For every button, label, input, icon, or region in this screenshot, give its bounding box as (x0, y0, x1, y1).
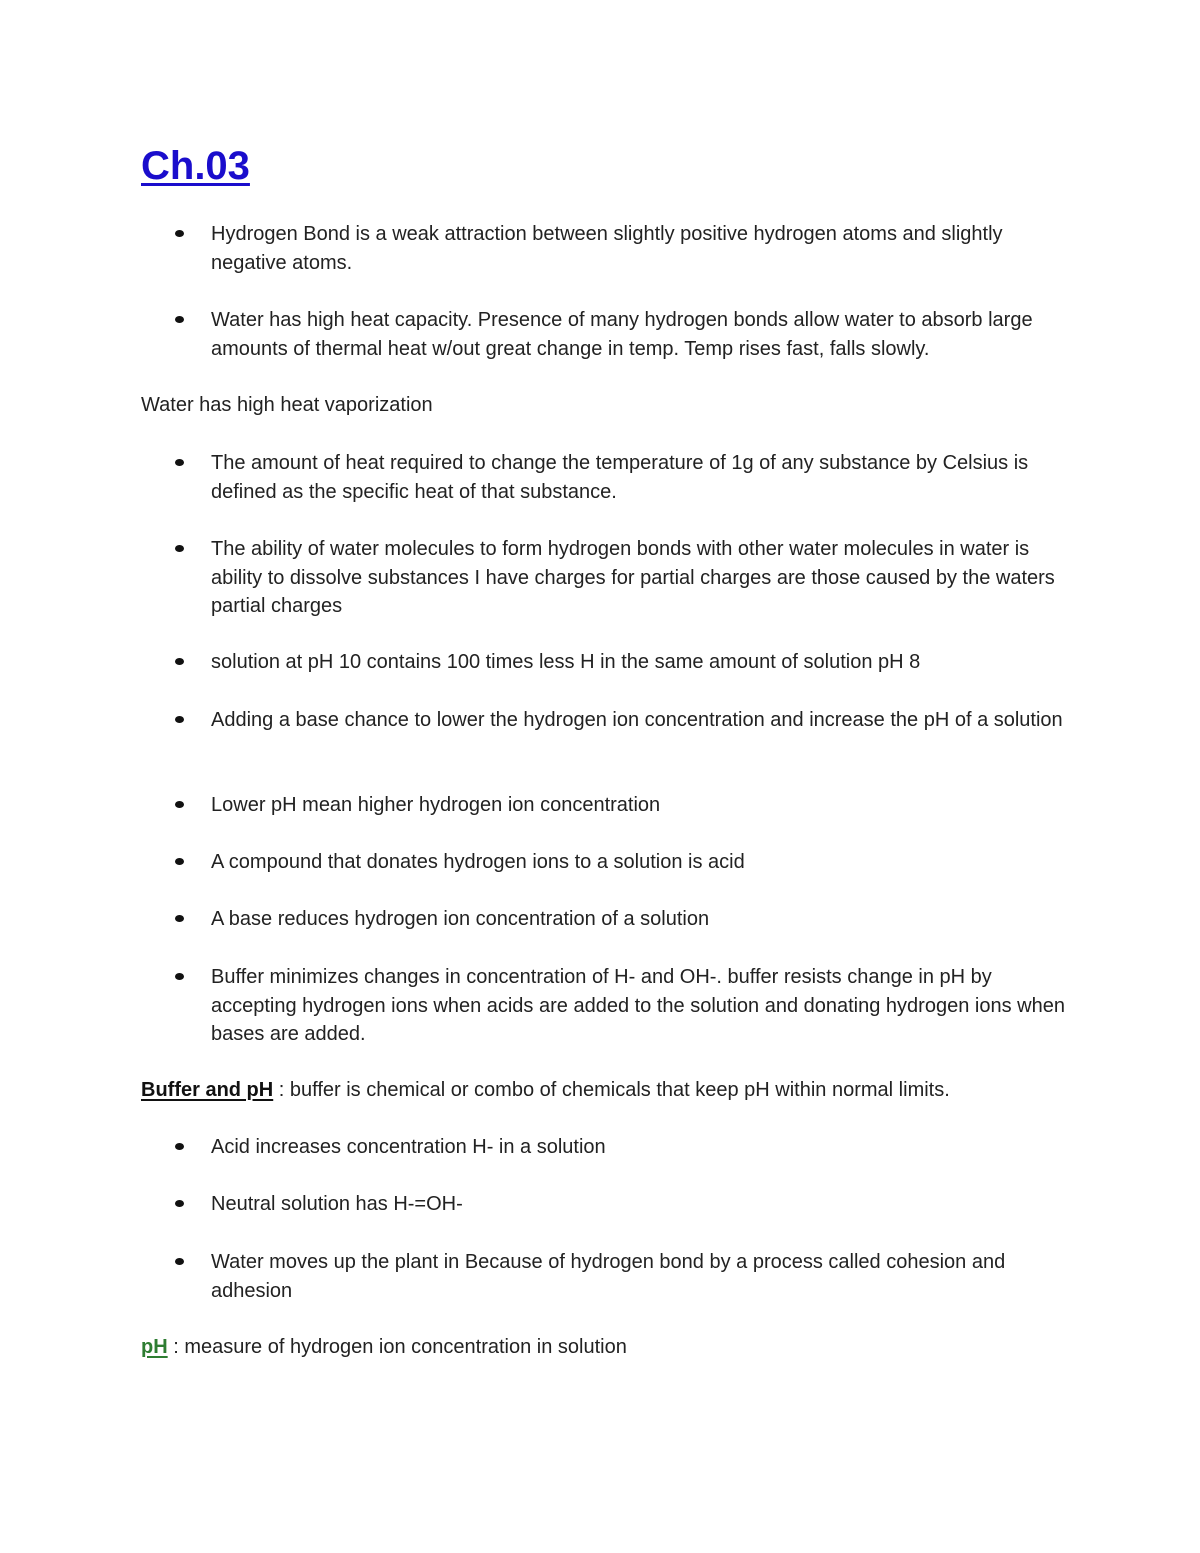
list-item (211, 535, 1071, 621)
list-item (211, 791, 1071, 820)
ph-definition-text: : measure of hydrogen ion concentration in solution (167, 1336, 627, 1358)
list-item-text: Hydrogen Bond is a weak attraction between slightly positive hydrogen atoms and slightly negative atoms. (211, 223, 1003, 274)
list-item (211, 848, 1071, 877)
list-item (211, 220, 1071, 277)
bullet-icon (175, 858, 184, 865)
ph-definition (141, 1333, 1071, 1362)
list-item (211, 306, 1071, 363)
buffer-term: Buffer and pH (141, 1079, 274, 1101)
list-item (211, 1248, 1071, 1305)
bullet-icon (175, 230, 184, 237)
list-item (211, 963, 1071, 1049)
list-item-text: The amount of heat required to change the temperature of 1g of any substance by Celsius is defined as the specific heat of that substance. (211, 452, 1029, 503)
bullet-icon (175, 973, 184, 980)
list-item (211, 1190, 1071, 1219)
list-item-text: Lower pH mean higher hydrogen ion concentration (211, 794, 661, 816)
buffer-definition-text: : buffer is chemical or combo of chemicals that keep pH within normal limits. (273, 1079, 950, 1101)
bullet-icon (175, 658, 184, 665)
list-item-text: Water has high heat capacity. Presence of many hydrogen bonds allow water to absorb large amounts of thermal heat w/out great change in temp. Temp rises fast, falls slowly. (211, 309, 1033, 360)
bullet-icon (175, 545, 184, 552)
section-heading-vaporization: Water has high heat vaporization (141, 394, 433, 416)
bullet-icon (175, 1143, 184, 1150)
bullet-icon (175, 1200, 184, 1207)
list-item (211, 905, 1071, 934)
list-item-text: Neutral solution has H-=OH- (211, 1193, 463, 1215)
list-item (211, 449, 1071, 506)
bullet-icon (175, 316, 184, 323)
ph-term: pH (141, 1336, 168, 1358)
bullet-icon (175, 801, 184, 808)
list-item (211, 706, 1071, 735)
list-item-text: Buffer minimizes changes in concentration of H- and OH-. buffer resists change in pH by accepting hydrogen ions when acids are added to the solution and donating hydrogen ions when bases are added. (211, 966, 1065, 1045)
list-item-text: A base reduces hydrogen ion concentration of a solution (211, 908, 710, 930)
list-item (211, 648, 1071, 677)
list-item-text: solution at pH 10 contains 100 times less H in the same amount of solution pH 8 (211, 651, 921, 673)
buffer-definition (141, 1076, 1071, 1105)
bullet-icon (175, 716, 184, 723)
list-item-text: Water moves up the plant in Because of hydrogen bond by a process called cohesion and adhesion (211, 1251, 1006, 1302)
list-item-text: The ability of water molecules to form hydrogen bonds with other water molecules in water is ability to dissolve substances I have charges for partial charges are those caused by the waters partial charges (211, 538, 1055, 617)
bullet-icon (175, 1258, 184, 1265)
list-item-text: A compound that donates hydrogen ions to a solution is acid (211, 851, 745, 873)
chapter-title: Ch.03 (141, 144, 250, 188)
bullet-icon (175, 915, 184, 922)
bullet-icon (175, 459, 184, 466)
list-item-text: Acid increases concentration H- in a solution (211, 1136, 606, 1158)
list-item (211, 1133, 1071, 1162)
list-item-text: Adding a base chance to lower the hydrogen ion concentration and increase the pH of a solution (211, 709, 1063, 731)
